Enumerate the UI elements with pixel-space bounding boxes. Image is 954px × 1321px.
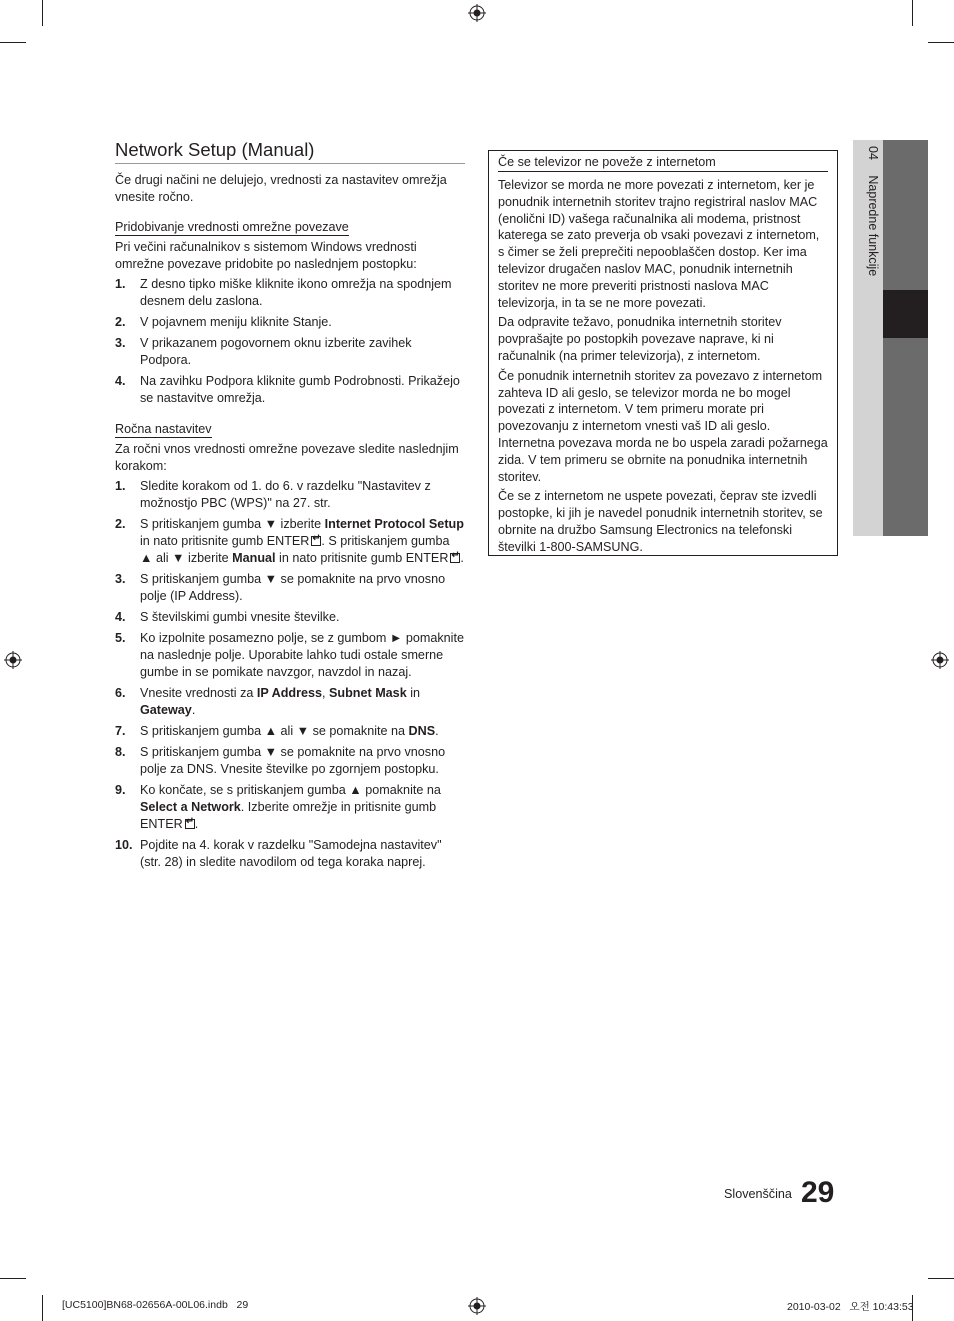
- intro-paragraph: Če drugi načini ne delujejo, vrednosti za nastavitev omrežja vnesite ročno.: [115, 173, 447, 204]
- list-item: [115, 516, 465, 567]
- list-item: [115, 685, 465, 719]
- crop-mark: [42, 1295, 43, 1321]
- list-item: [115, 609, 465, 626]
- step-number: 8.: [115, 745, 126, 759]
- step-text: S pritiskanjem gumba ▼ se pomaknite na prvo vnosno polje (IP Address).: [140, 572, 446, 603]
- step-text: S pritiskanjem gumba ▼ izberite: [140, 517, 325, 531]
- step-text: in nato pritisnite gumb: [140, 534, 267, 548]
- step-text: in: [406, 686, 421, 700]
- list-item: [115, 373, 465, 407]
- list-item: [115, 782, 465, 833]
- step-text: Sledite korakom od 1. do 6. v razdelku "Nastavitev z možnostjo PBC (WPS)" na 27. str.: [140, 479, 431, 510]
- step-text: .: [435, 724, 439, 738]
- list-item: [115, 276, 465, 310]
- print-slug-file: [UC5100]BN68-02656A-00L06.indb 29: [62, 1299, 249, 1311]
- chapter-tab-block: [883, 140, 928, 290]
- menu-term: IP Address: [256, 686, 323, 700]
- list-item: [115, 571, 465, 605]
- step-number: 7.: [115, 724, 126, 738]
- crop-mark: [928, 42, 954, 43]
- step-text: Pojdite na 4. korak v razdelku "Samodejna nastavitev" (str. 28) in sledite navodilom od tega koraka naprej.: [140, 838, 442, 869]
- page-number: 29: [801, 1176, 835, 1209]
- menu-term: Gateway: [140, 703, 192, 717]
- crop-mark: [42, 0, 43, 26]
- step-text: .: [194, 817, 199, 831]
- menu-term: Internet Protocol Setup: [324, 517, 464, 531]
- step-number: 9.: [115, 783, 126, 797]
- registration-mark-icon: [468, 4, 486, 22]
- enter-key-icon: [185, 819, 195, 829]
- step-text: Na zavihku Podpora kliknite gumb Podrobnosti. Prikažejo se nastavitve omrežja.: [140, 374, 460, 405]
- page-title: Network Setup (Manual): [115, 138, 465, 164]
- step-text: ,: [322, 686, 330, 700]
- step-number: 4.: [115, 610, 126, 624]
- step-text: V prikazanem pogovornem oknu izberite zavihek Podpora.: [140, 336, 412, 367]
- step-text: .: [460, 551, 464, 565]
- chapter-tab-block: [883, 338, 928, 536]
- step-number: 2.: [115, 517, 126, 531]
- step-text: S številskimi gumbi vnesite številke.: [140, 610, 340, 624]
- main-column: [115, 138, 465, 875]
- steps-list: [115, 478, 465, 871]
- chapter-title: Napredne funkcije: [866, 175, 880, 277]
- box-title: Če se televizor ne poveže z internetom: [498, 154, 828, 172]
- section-heading: Ročna nastavitev: [115, 422, 212, 436]
- step-text: Ko izpolnite posamezno polje, se z gumbom ► pomaknite na naslednje polje. Uporabite lahko tudi ostale smerne gumbe in se pomikate navzgor, navzdol in nazaj.: [140, 631, 464, 679]
- step-text: S pritiskanjem gumba ▲ ali ▼ se pomaknite na: [140, 724, 409, 738]
- crop-mark: [912, 0, 913, 26]
- step-text: V pojavnem meniju kliknite Stanje.: [140, 315, 332, 329]
- list-item: [115, 478, 465, 512]
- step-number: 10.: [115, 838, 133, 852]
- print-slug-date: 2010-03-02 오전 10:43:53: [787, 1301, 914, 1313]
- box-paragraph: Televizor se morda ne more povezati z internetom, ker je ponudnik internetnih storitev trajno registriral naslov MAC (enolični ID) vašega računalnika ali modema, pristnost katerega se zato preverja ob vsaki povezavi z internetom, s čimer se želi preprečiti nepooblaščen dostop. Ker ima televizor drugačen naslov MAC, ponudnik internetnih storitev ne more preveriti pristnosti naslova MAC televizorja, in ta se ne more povezati.: [498, 178, 820, 310]
- menu-term: Manual: [232, 551, 276, 565]
- list-item: [115, 335, 465, 369]
- menu-term: Subnet Mask: [329, 686, 407, 700]
- enter-label: ENTER: [266, 534, 310, 548]
- enter-key-icon: [450, 553, 460, 563]
- crop-mark: [928, 1278, 954, 1279]
- list-item: [115, 837, 465, 871]
- chapter-number: 04: [866, 146, 880, 160]
- box-paragraph: Da odpravite težavo, ponudnika internetnih storitev povprašajte po postopkih povezave naprave, ki ni računalnik (na primer televizorja), z internetom.: [498, 315, 782, 363]
- crop-mark: [0, 42, 26, 43]
- box-paragraph: Če ponudnik internetnih storitev za povezavo z internetom zahteva ID ali geslo, se televizor morda ne bo mogel povezati z internetom. V tem primeru morate pri povezovanju z internetom vnesti vaš ID ali geslo. Internetna povezava morda ne bo uspela zaradi požarnega zida. V tem primeru se obrnite na ponudnika internetnih storitev.: [498, 368, 828, 484]
- enter-label: ENTER: [140, 817, 183, 831]
- step-number: 6.: [115, 686, 126, 700]
- section-heading: Pridobivanje vrednosti omrežne povezave: [115, 220, 349, 234]
- list-item: [115, 630, 465, 681]
- list-item: [115, 314, 465, 331]
- steps-list: [115, 276, 465, 407]
- enter-key-icon: [311, 536, 321, 546]
- registration-mark-icon: [931, 651, 949, 669]
- crop-mark: [0, 1278, 26, 1279]
- step-text: .: [191, 703, 196, 717]
- step-number: 1.: [115, 479, 126, 493]
- step-text: Vnesite vrednosti za: [140, 686, 257, 700]
- enter-label: ENTER: [405, 551, 449, 565]
- list-item: [115, 723, 465, 740]
- step-text: Z desno tipko miške kliknite ikono omrežja na spodnjem desnem delu zaslona.: [140, 277, 452, 308]
- step-text: in nato pritisnite gumb: [275, 551, 406, 565]
- registration-mark-icon: [4, 651, 22, 669]
- section-intro: Za ročni vnos vrednosti omrežne povezave sledite naslednjim korakom:: [115, 442, 459, 473]
- box-paragraph: Če se z internetom ne uspete povezati, čeprav ste izvedli postopke, ki jih je navedel ponudnik internetnih storitev, se obrnite na družbo Samsung Electronics na telefonski številki 1-800-SAMSUNG.: [498, 489, 823, 554]
- step-text: . Izberite omrežje in pritisnite gumb: [240, 800, 437, 814]
- step-number: 4.: [115, 374, 126, 388]
- list-item: [115, 744, 465, 778]
- step-text: Ko končate, se s pritiskanjem gumba ▲ pomaknite na: [140, 783, 441, 797]
- registration-mark-icon: [468, 1297, 486, 1315]
- chapter-tab-label: [856, 146, 880, 446]
- section-intro: Pri večini računalnikov s sistemom Windows vrednosti omrežne povezave pridobite po naslednjem postopku:: [115, 240, 417, 271]
- step-number: 1.: [115, 277, 126, 291]
- step-number: 2.: [115, 315, 126, 329]
- menu-term: Select a Network: [140, 800, 241, 814]
- chapter-tab-current-marker: [883, 290, 928, 338]
- step-number: 3.: [115, 336, 126, 350]
- step-text: S pritiskanjem gumba ▼ se pomaknite na prvo vnosno polje za DNS. Vnesite številke po zgornjem postopku.: [140, 745, 446, 776]
- step-number: 3.: [115, 572, 126, 586]
- menu-term: DNS: [408, 724, 436, 738]
- troubleshooting-box: [488, 150, 838, 556]
- page-language: Slovenščina: [724, 1187, 792, 1201]
- step-text: . S pritiskanjem gumba ▲ ali ▼ izberite: [140, 534, 450, 565]
- step-number: 5.: [115, 631, 126, 645]
